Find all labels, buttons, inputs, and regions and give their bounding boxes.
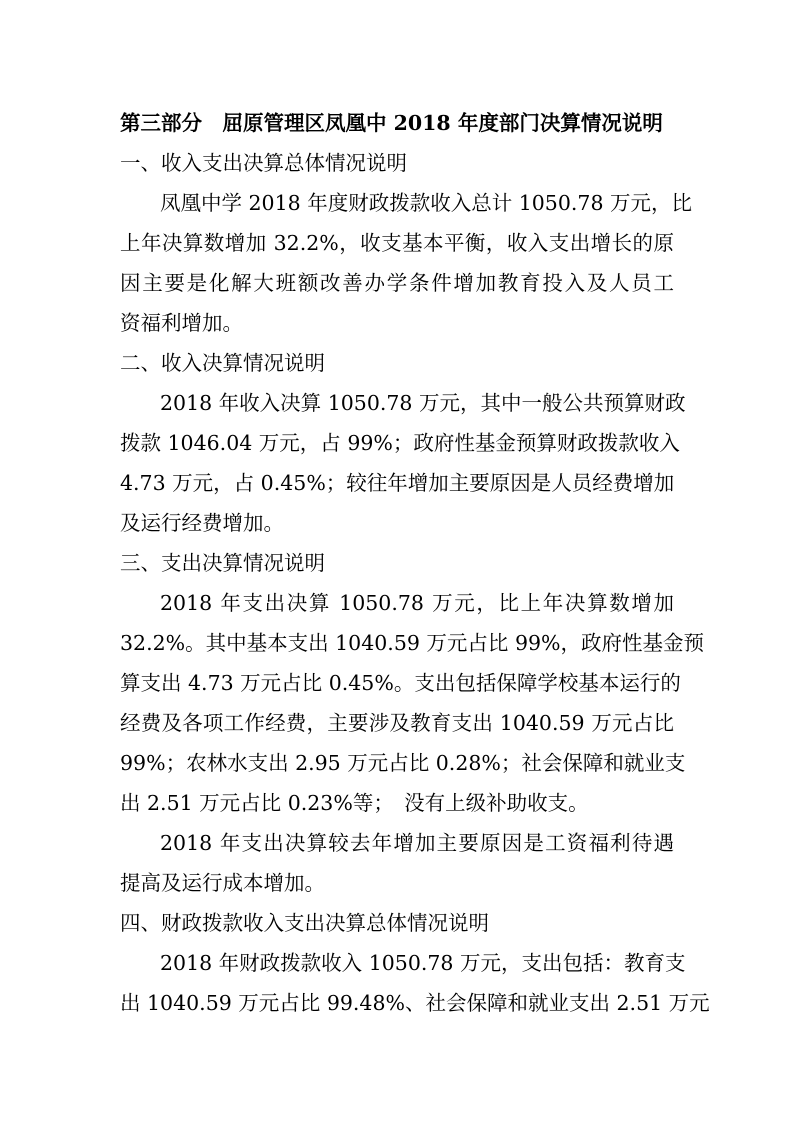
paragraph-line: 提高及运行成本增加。 (120, 871, 325, 895)
paragraph-line: 资福利增加。 (120, 311, 243, 335)
section-heading-1: 一、收入支出决算总体情况说明 (120, 151, 407, 175)
paragraph-line: 出 1040.59 万元占比 99.48%、社会保障和就业支出 2.51 万元 (120, 991, 710, 1015)
section-heading-4: 四、财政拨款收入支出决算总体情况说明 (120, 911, 489, 935)
paragraph-line: 及运行经费增加。 (120, 511, 284, 535)
paragraph-line: 2018 年支出决算较去年增加主要原因是工资福利待遇 (160, 831, 674, 855)
paragraph-line: 32.2%。其中基本支出 1040.59 万元占比 99%，政府性基金预 (120, 631, 705, 655)
paragraph-line: 经费及各项工作经费，主要涉及教育支出 1040.59 万元占比 (120, 711, 674, 735)
paragraph-line: 凤凰中学 2018 年度财政拨款收入总计 1050.78 万元，比 (160, 191, 693, 215)
paragraph-line: 出 2.51 万元占比 0.23%等； 没有上级补助收支。 (120, 791, 589, 815)
paragraph-line: 99%；农林水支出 2.95 万元占比 0.28%；社会保障和就业支 (120, 751, 686, 775)
paragraph-line: 上年决算数增加 32.2%，收支基本平衡，收入支出增长的原 (120, 231, 674, 255)
paragraph-line: 2018 年财政拨款收入 1050.78 万元，支出包括：教育支 (160, 951, 686, 975)
section-heading-3: 三、支出决算情况说明 (120, 551, 325, 575)
paragraph-line: 4.73 万元，占 0.45%；较往年增加主要原因是人员经费增加 (120, 471, 675, 495)
paragraph-line: 2018 年收入决算 1050.78 万元，其中一般公共预算财政 (160, 391, 686, 415)
paragraph-line: 因主要是化解大班额改善办学条件增加教育投入及人员工 (120, 271, 674, 295)
paragraph-line: 拨款 1046.04 万元，占 99%；政府性基金预算财政拨款收入 (120, 431, 680, 455)
paragraph-line: 算支出 4.73 万元占比 0.45%。支出包括保障学校基本运行的 (120, 671, 681, 695)
section-heading-2: 二、收入决算情况说明 (120, 351, 325, 375)
document-title: 第三部分 屈原管理区凤凰中 2018 年度部门决算情况说明 (120, 111, 663, 135)
paragraph-line: 2018 年支出决算 1050.78 万元，比上年决算数增加 (160, 591, 674, 615)
